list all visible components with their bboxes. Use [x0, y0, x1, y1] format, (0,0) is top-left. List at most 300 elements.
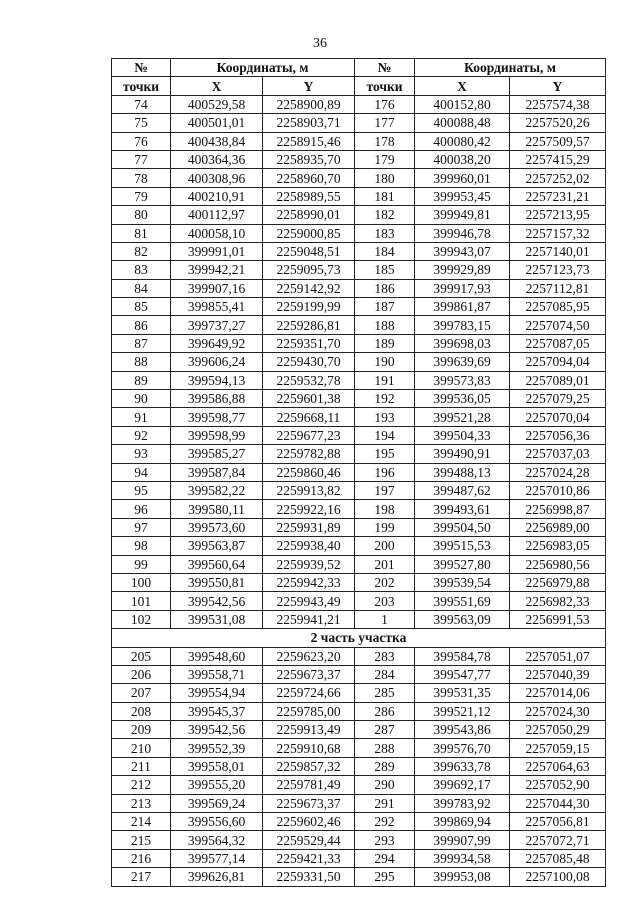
y-coordinate-left: 2259668,11 — [263, 408, 355, 426]
table-row — [112, 169, 606, 187]
part1-rows — [112, 95, 606, 628]
y-coordinate-left: 2259430,70 — [263, 353, 355, 371]
y-coordinate-right: 2257112,81 — [510, 279, 606, 297]
table-row — [112, 316, 606, 334]
x-coordinate-left: 399582,22 — [171, 481, 263, 499]
x-coordinate-right: 399536,05 — [415, 390, 510, 408]
y-coordinate-left: 2258960,70 — [263, 169, 355, 187]
coordinates-table — [111, 58, 606, 887]
y-coordinate-left: 2259785,00 — [263, 702, 355, 720]
number-sign: № — [134, 60, 148, 76]
x-coordinate-right: 399869,94 — [415, 813, 510, 831]
x-coordinate-left: 399545,37 — [171, 702, 263, 720]
x-coordinate-left: 399594,13 — [171, 371, 263, 389]
section-title: 2 часть участка — [112, 629, 606, 647]
point-number-right: 189 — [355, 334, 415, 352]
table-row — [112, 187, 606, 205]
point-number-left: 85 — [112, 298, 171, 316]
y-coordinate-left: 2258935,70 — [263, 150, 355, 168]
x-coordinate-left: 400438,84 — [171, 132, 263, 150]
point-number-right: 191 — [355, 371, 415, 389]
y-coordinate-right: 2257140,01 — [510, 242, 606, 260]
x-coordinate-left: 399573,60 — [171, 518, 263, 536]
x-coordinate-left: 399564,32 — [171, 831, 263, 849]
table-row — [112, 518, 606, 536]
table-row — [112, 224, 606, 242]
coordinates-header-left: Координаты, м — [171, 59, 355, 77]
table-row — [112, 445, 606, 463]
point-number-right: 198 — [355, 500, 415, 518]
y-coordinate-right: 2257052,90 — [510, 776, 606, 794]
table-row — [112, 463, 606, 481]
point-number-left: 209 — [112, 721, 171, 739]
y-coordinate-left: 2259942,33 — [263, 573, 355, 591]
y-coordinate-left: 2259286,81 — [263, 316, 355, 334]
point-number-right: 202 — [355, 573, 415, 591]
y-coordinate-right: 2257085,95 — [510, 298, 606, 316]
point-number-left: 81 — [112, 224, 171, 242]
point-number-left: 205 — [112, 647, 171, 665]
x-coordinate-right: 399907,99 — [415, 831, 510, 849]
x-coordinate-right: 399531,35 — [415, 684, 510, 702]
point-number-left: 215 — [112, 831, 171, 849]
y-coordinate-left: 2259910,68 — [263, 739, 355, 757]
point-number-header-left — [112, 59, 171, 77]
y-coordinate-left: 2258989,55 — [263, 187, 355, 205]
point-number-left: 102 — [112, 610, 171, 628]
x-coordinate-right: 399929,89 — [415, 261, 510, 279]
table-row — [112, 500, 606, 518]
x-coordinate-left: 399555,20 — [171, 776, 263, 794]
x-coordinate-right: 399504,33 — [415, 426, 510, 444]
x-coordinate-right: 400080,42 — [415, 132, 510, 150]
point-number-left: 98 — [112, 537, 171, 555]
x-coordinate-left: 399587,84 — [171, 463, 263, 481]
x-header-left: X — [171, 77, 263, 95]
table-row — [112, 721, 606, 739]
x-coordinate-right: 399493,61 — [415, 500, 510, 518]
point-number-right: 196 — [355, 463, 415, 481]
x-coordinate-left: 399598,77 — [171, 408, 263, 426]
x-coordinate-left: 400058,10 — [171, 224, 263, 242]
point-number-left: 93 — [112, 445, 171, 463]
point-number-right: 288 — [355, 739, 415, 757]
x-coordinate-right: 399861,87 — [415, 298, 510, 316]
point-number-left: 84 — [112, 279, 171, 297]
x-coordinate-right: 399953,45 — [415, 187, 510, 205]
point-number-left: 82 — [112, 242, 171, 260]
y-coordinate-left: 2259939,52 — [263, 555, 355, 573]
y-coordinate-left: 2259601,38 — [263, 390, 355, 408]
x-coordinate-right: 400088,48 — [415, 114, 510, 132]
y-coordinate-right: 2256989,00 — [510, 518, 606, 536]
point-number-right: 200 — [355, 537, 415, 555]
x-coordinate-right: 399698,03 — [415, 334, 510, 352]
x-coordinate-right: 400038,20 — [415, 150, 510, 168]
table-row — [112, 132, 606, 150]
table-row — [112, 555, 606, 573]
y-header-right: Y — [510, 77, 606, 95]
y-coordinate-left: 2258900,89 — [263, 95, 355, 113]
y-coordinate-right: 2257044,30 — [510, 794, 606, 812]
y-coordinate-left: 2259421,33 — [263, 849, 355, 867]
point-number-right: 199 — [355, 518, 415, 536]
point-number-left: 95 — [112, 481, 171, 499]
point-number-left: 79 — [112, 187, 171, 205]
y-coordinate-right: 2256979,88 — [510, 573, 606, 591]
x-coordinate-right: 399490,91 — [415, 445, 510, 463]
table-row — [112, 702, 606, 720]
x-coordinate-left: 400501,01 — [171, 114, 263, 132]
x-coordinate-left: 400308,96 — [171, 169, 263, 187]
y-coordinate-right: 2257056,81 — [510, 813, 606, 831]
y-coordinate-left: 2259000,85 — [263, 224, 355, 242]
point-number-right: 285 — [355, 684, 415, 702]
x-coordinate-left: 400210,91 — [171, 187, 263, 205]
point-number-right: 197 — [355, 481, 415, 499]
point-number-left: 99 — [112, 555, 171, 573]
x-coordinate-left: 399563,87 — [171, 537, 263, 555]
point-label-right: точки — [355, 77, 415, 95]
y-coordinate-right: 2257509,57 — [510, 132, 606, 150]
table-row — [112, 665, 606, 683]
y-coordinate-left: 2259602,46 — [263, 813, 355, 831]
point-number-left: 206 — [112, 665, 171, 683]
y-coordinate-left: 2259782,88 — [263, 445, 355, 463]
x-coordinate-left: 399626,81 — [171, 868, 263, 886]
y-coordinate-right: 2257574,38 — [510, 95, 606, 113]
x-coordinate-right: 399783,15 — [415, 316, 510, 334]
x-coordinate-right: 399639,69 — [415, 353, 510, 371]
x-coordinate-left: 399606,24 — [171, 353, 263, 371]
x-coordinate-right: 399521,28 — [415, 408, 510, 426]
x-coordinate-left: 399542,56 — [171, 592, 263, 610]
point-number-left: 210 — [112, 739, 171, 757]
x-coordinate-right: 399576,70 — [415, 739, 510, 757]
x-coordinate-left: 399550,81 — [171, 573, 263, 591]
y-coordinate-left: 2259724,66 — [263, 684, 355, 702]
y-coordinate-left: 2259941,21 — [263, 610, 355, 628]
point-number-left: 78 — [112, 169, 171, 187]
y-coordinate-left: 2259922,16 — [263, 500, 355, 518]
point-number-right: 287 — [355, 721, 415, 739]
x-coordinate-right: 399487,62 — [415, 481, 510, 499]
y-coordinate-right: 2257252,02 — [510, 169, 606, 187]
point-number-right: 195 — [355, 445, 415, 463]
point-number-right: 290 — [355, 776, 415, 794]
y-coordinate-right: 2257079,25 — [510, 390, 606, 408]
table-row — [112, 794, 606, 812]
point-number-right: 177 — [355, 114, 415, 132]
table-row — [112, 408, 606, 426]
y-coordinate-right: 2257231,21 — [510, 187, 606, 205]
table-row — [112, 261, 606, 279]
y-coordinate-left: 2259677,23 — [263, 426, 355, 444]
y-coordinate-right: 2257050,29 — [510, 721, 606, 739]
y-coordinate-right: 2256998,87 — [510, 500, 606, 518]
y-coordinate-right: 2257051,07 — [510, 647, 606, 665]
table-row — [112, 206, 606, 224]
point-number-right: 201 — [355, 555, 415, 573]
point-number-left: 75 — [112, 114, 171, 132]
x-coordinate-left: 399569,24 — [171, 794, 263, 812]
y-coordinate-left: 2259529,44 — [263, 831, 355, 849]
x-coordinate-right: 399563,09 — [415, 610, 510, 628]
point-number-left: 213 — [112, 794, 171, 812]
point-number-right: 294 — [355, 849, 415, 867]
x-coordinate-right: 399515,53 — [415, 537, 510, 555]
x-coordinate-left: 400364,36 — [171, 150, 263, 168]
point-number-left: 86 — [112, 316, 171, 334]
table-row — [112, 592, 606, 610]
x-coordinate-left: 399554,94 — [171, 684, 263, 702]
y-coordinate-right: 2257010,86 — [510, 481, 606, 499]
x-coordinate-left: 399531,08 — [171, 610, 263, 628]
x-coordinate-right: 399527,80 — [415, 555, 510, 573]
point-number-right: 284 — [355, 665, 415, 683]
number-sign: № — [377, 60, 392, 76]
y-coordinate-left: 2259913,82 — [263, 481, 355, 499]
x-coordinate-left: 399855,41 — [171, 298, 263, 316]
point-number-right: 180 — [355, 169, 415, 187]
x-coordinate-left: 399580,11 — [171, 500, 263, 518]
x-coordinate-right: 399573,83 — [415, 371, 510, 389]
x-coordinate-right: 399946,78 — [415, 224, 510, 242]
y-coordinate-right: 2257123,73 — [510, 261, 606, 279]
point-number-right: 186 — [355, 279, 415, 297]
point-number-header-right — [355, 59, 415, 77]
point-number-right: 176 — [355, 95, 415, 113]
y-coordinate-right: 2257037,03 — [510, 445, 606, 463]
point-number-right: 283 — [355, 647, 415, 665]
x-coordinate-left: 399991,01 — [171, 242, 263, 260]
table-row — [112, 776, 606, 794]
y-coordinate-right: 2257087,05 — [510, 334, 606, 352]
point-number-right: 188 — [355, 316, 415, 334]
y-coordinate-right: 2257157,32 — [510, 224, 606, 242]
point-number-left: 212 — [112, 776, 171, 794]
y-coordinate-right: 2257056,36 — [510, 426, 606, 444]
point-number-right: 291 — [355, 794, 415, 812]
point-number-right: 187 — [355, 298, 415, 316]
table-row — [112, 390, 606, 408]
x-coordinate-left: 399558,71 — [171, 665, 263, 683]
y-coordinate-left: 2259673,37 — [263, 665, 355, 683]
point-number-left: 89 — [112, 371, 171, 389]
y-coordinate-left: 2259532,78 — [263, 371, 355, 389]
y-coordinate-right: 2257040,39 — [510, 665, 606, 683]
point-number-left: 96 — [112, 500, 171, 518]
y-header-left: Y — [263, 77, 355, 95]
y-coordinate-left: 2259673,37 — [263, 794, 355, 812]
x-coordinate-right: 399488,13 — [415, 463, 510, 481]
table-row — [112, 610, 606, 628]
x-header-right: X — [415, 77, 510, 95]
y-coordinate-left: 2259938,40 — [263, 537, 355, 555]
y-coordinate-left: 2258903,71 — [263, 114, 355, 132]
point-number-right: 286 — [355, 702, 415, 720]
x-coordinate-left: 399542,56 — [171, 721, 263, 739]
point-number-left: 77 — [112, 150, 171, 168]
coordinates-header-right: Координаты, м — [415, 59, 606, 77]
x-coordinate-left: 399585,27 — [171, 445, 263, 463]
point-number-left: 216 — [112, 849, 171, 867]
y-coordinate-right: 2257024,30 — [510, 702, 606, 720]
point-number-left: 83 — [112, 261, 171, 279]
table-row — [112, 757, 606, 775]
y-coordinate-right: 2257024,28 — [510, 463, 606, 481]
table-row — [112, 242, 606, 260]
y-coordinate-right: 2256983,05 — [510, 537, 606, 555]
x-coordinate-right: 399783,92 — [415, 794, 510, 812]
y-coordinate-right: 2257085,48 — [510, 849, 606, 867]
table-row — [112, 537, 606, 555]
point-number-right: 179 — [355, 150, 415, 168]
point-number-left: 100 — [112, 573, 171, 591]
y-coordinate-right: 2257074,50 — [510, 316, 606, 334]
y-coordinate-left: 2258915,46 — [263, 132, 355, 150]
y-coordinate-right: 2257014,06 — [510, 684, 606, 702]
x-coordinate-right: 399539,54 — [415, 573, 510, 591]
x-coordinate-left: 399558,01 — [171, 757, 263, 775]
x-coordinate-right: 400152,80 — [415, 95, 510, 113]
y-coordinate-left: 2259781,49 — [263, 776, 355, 794]
x-coordinate-right: 399960,01 — [415, 169, 510, 187]
x-coordinate-right: 399934,58 — [415, 849, 510, 867]
y-coordinate-left: 2259860,46 — [263, 463, 355, 481]
point-number-left: 91 — [112, 408, 171, 426]
point-number-right: 178 — [355, 132, 415, 150]
x-coordinate-left: 400529,58 — [171, 95, 263, 113]
point-number-right: 193 — [355, 408, 415, 426]
point-number-left: 92 — [112, 426, 171, 444]
x-coordinate-left: 399577,14 — [171, 849, 263, 867]
y-coordinate-right: 2257064,63 — [510, 757, 606, 775]
table-row — [112, 150, 606, 168]
point-number-left: 74 — [112, 95, 171, 113]
point-number-right: 295 — [355, 868, 415, 886]
table-row — [112, 371, 606, 389]
point-number-right: 194 — [355, 426, 415, 444]
x-coordinate-left: 399552,39 — [171, 739, 263, 757]
x-coordinate-left: 399586,88 — [171, 390, 263, 408]
table-row — [112, 813, 606, 831]
point-number-right: 182 — [355, 206, 415, 224]
x-coordinate-left: 399907,16 — [171, 279, 263, 297]
point-number-right: 289 — [355, 757, 415, 775]
table-row — [112, 647, 606, 665]
point-number-right: 190 — [355, 353, 415, 371]
point-number-left: 88 — [112, 353, 171, 371]
point-number-right: 293 — [355, 831, 415, 849]
x-coordinate-right: 399943,07 — [415, 242, 510, 260]
point-label-left: точки — [112, 77, 171, 95]
x-coordinate-right: 399953,08 — [415, 868, 510, 886]
y-coordinate-left: 2259857,32 — [263, 757, 355, 775]
point-number-left: 101 — [112, 592, 171, 610]
y-coordinate-left: 2259142,92 — [263, 279, 355, 297]
point-number-right: 183 — [355, 224, 415, 242]
x-coordinate-left: 399737,27 — [171, 316, 263, 334]
x-coordinate-right: 399633,78 — [415, 757, 510, 775]
y-coordinate-left: 2258990,01 — [263, 206, 355, 224]
x-coordinate-right: 399521,12 — [415, 702, 510, 720]
y-coordinate-right: 2257213,95 — [510, 206, 606, 224]
page-number: 36 — [313, 36, 327, 51]
x-coordinate-left: 399598,99 — [171, 426, 263, 444]
y-coordinate-right: 2257059,15 — [510, 739, 606, 757]
y-coordinate-right: 2257094,04 — [510, 353, 606, 371]
x-coordinate-left: 400112,97 — [171, 206, 263, 224]
table-row — [112, 573, 606, 591]
section-row — [112, 629, 606, 647]
y-coordinate-left: 2259623,20 — [263, 647, 355, 665]
table-row — [112, 739, 606, 757]
x-coordinate-right: 399543,86 — [415, 721, 510, 739]
y-coordinate-right: 2257072,71 — [510, 831, 606, 849]
y-coordinate-right: 2257070,04 — [510, 408, 606, 426]
y-coordinate-right: 2256991,53 — [510, 610, 606, 628]
point-number-left: 94 — [112, 463, 171, 481]
point-number-left: 87 — [112, 334, 171, 352]
point-number-left: 217 — [112, 868, 171, 886]
y-coordinate-right: 2256980,56 — [510, 555, 606, 573]
point-number-right: 184 — [355, 242, 415, 260]
y-coordinate-right: 2257520,26 — [510, 114, 606, 132]
table-row — [112, 95, 606, 113]
table-row — [112, 279, 606, 297]
x-coordinate-left: 399560,64 — [171, 555, 263, 573]
table-row — [112, 114, 606, 132]
y-coordinate-left: 2259331,50 — [263, 868, 355, 886]
y-coordinate-left: 2259199,99 — [263, 298, 355, 316]
y-coordinate-left: 2259095,73 — [263, 261, 355, 279]
table-row — [112, 298, 606, 316]
point-number-right: 292 — [355, 813, 415, 831]
table-row — [112, 849, 606, 867]
y-coordinate-right: 2257415,29 — [510, 150, 606, 168]
x-coordinate-right: 399504,50 — [415, 518, 510, 536]
point-number-left: 90 — [112, 390, 171, 408]
x-coordinate-right: 399692,17 — [415, 776, 510, 794]
y-coordinate-left: 2259931,89 — [263, 518, 355, 536]
table-row — [112, 684, 606, 702]
x-coordinate-left: 399942,21 — [171, 261, 263, 279]
y-coordinate-right: 2257089,01 — [510, 371, 606, 389]
point-number-left: 214 — [112, 813, 171, 831]
point-number-left: 207 — [112, 684, 171, 702]
y-coordinate-left: 2259913,49 — [263, 721, 355, 739]
table-row — [112, 831, 606, 849]
table-row — [112, 353, 606, 371]
x-coordinate-right: 399547,77 — [415, 665, 510, 683]
y-coordinate-left: 2259351,70 — [263, 334, 355, 352]
x-coordinate-right: 399917,93 — [415, 279, 510, 297]
x-coordinate-right: 399949,81 — [415, 206, 510, 224]
x-coordinate-right: 399551,69 — [415, 592, 510, 610]
point-number-right: 192 — [355, 390, 415, 408]
point-number-right: 185 — [355, 261, 415, 279]
x-coordinate-right: 399584,78 — [415, 647, 510, 665]
point-number-right: 181 — [355, 187, 415, 205]
table-row — [112, 868, 606, 886]
y-coordinate-right: 2257100,08 — [510, 868, 606, 886]
point-number-left: 208 — [112, 702, 171, 720]
y-coordinate-right: 2256982,33 — [510, 592, 606, 610]
point-number-left: 97 — [112, 518, 171, 536]
part2-rows — [112, 647, 606, 886]
x-coordinate-left: 399556,60 — [171, 813, 263, 831]
